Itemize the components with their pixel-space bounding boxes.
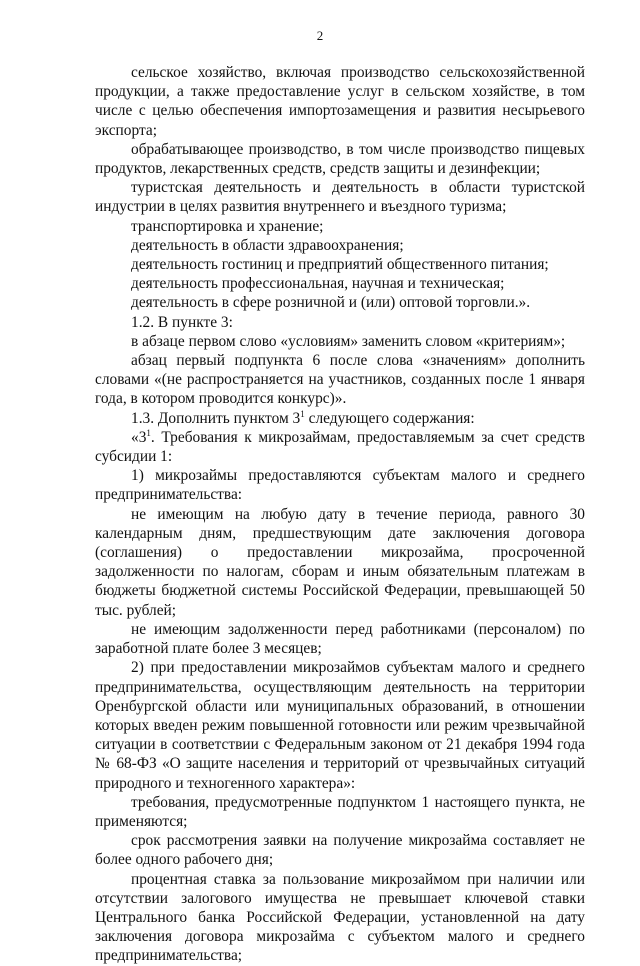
paragraph <box>95 409 585 428</box>
document-body <box>95 63 585 966</box>
paragraph <box>95 428 585 466</box>
paragraph: 2) при предоставлении микрозаймов субъектам малого и среднего предпринимательства, осуществляющим деятельность на территории Оренбургской области или муниципальных образований, в отношении которых введен режим повышенной готовности или режим чрезвычайной ситуации в соответствии с Федеральным законом от 21 декабря 1994 года № 68-ФЗ «О защите населения и территорий от чрезвычайных ситуаций природного и техногенного характера»: <box>95 659 585 792</box>
paragraph: сельское хозяйство, включая производство сельскохозяйственной продукции, а также предоставление услуг в сельском хозяйстве, в том числе с целью обеспечения импортозамещения и развития несырьевого экспорта; <box>95 64 585 139</box>
paragraph: 1) микрозаймы предоставляются субъектам малого и среднего предпринимательства: <box>95 467 585 504</box>
paragraph-text: . Требования к микрозаймам, предоставляемым за счет средств субсидии 1: <box>95 428 585 466</box>
paragraph: деятельность в области здравоохранения; <box>131 236 404 254</box>
paragraph: не имеющим задолженности перед работниками (персоналом) по заработной плате более 3 месяцев; <box>95 620 585 658</box>
paragraph: в абзаце первом слово «условиям» заменить словом «критериям»; <box>131 332 566 350</box>
superscript: 1 <box>146 427 151 438</box>
superscript: 1 <box>300 408 305 419</box>
paragraph-text: 1.3. Дополнить пунктом 3 <box>131 409 301 427</box>
paragraph: 1.2. В пункте 3: <box>131 313 233 331</box>
paragraph: не имеющим на любую дату в течение периода, равного 30 календарным дням, предшествующим дате заключения договора (соглашения) о предоставлении микрозайма, просроченной задолженности по налогам, сборам и иным обязательным платежам в бюджеты бюджетной системы Российской Федерации, превышающей 50 тыс. рублей; <box>95 505 585 619</box>
paragraph: транспортировка и хранение; <box>131 217 324 235</box>
paragraph: деятельность профессиональная, научная и техническая; <box>131 275 505 293</box>
paragraph: обрабатывающее производство, в том числе производство пищевых продуктов, лекарственных средств, средств защиты и дезинфекции; <box>95 140 585 178</box>
paragraph: туристская деятельность и деятельность в области туристской индустрии в целях развития внутреннего и въездного туризма; <box>95 179 585 216</box>
paragraph-text: «3 <box>131 428 147 446</box>
paragraph: срок рассмотрения заявки на получение микрозайма составляет не более одного рабочего дня; <box>95 832 585 869</box>
page-number: 2 <box>316 28 324 43</box>
paragraph: деятельность гостиниц и предприятий общественного питания; <box>131 256 549 274</box>
paragraph-text: следующего содержания: <box>304 409 475 427</box>
paragraph: деятельность в сфере розничной и (или) оптовой торговли.». <box>131 294 531 312</box>
paragraph: требования, предусмотренные подпунктом 1 настоящего пункта, не применяются; <box>95 793 585 830</box>
paragraph: абзац первый подпункта 6 после слова «значениям» дополнить словами «(не распространяется на участников, созданных после 1 января года, в котором проводится конкурс)». <box>95 352 585 408</box>
paragraph: процентная ставка за пользование микрозаймом при наличии или отсутствии залогового имущества не превышает ключевой ставки Центрального банка Российской Федерации, установленной на дату заключения договора микрозайма с субъектом малого и среднего предпринимательства; <box>95 870 585 965</box>
